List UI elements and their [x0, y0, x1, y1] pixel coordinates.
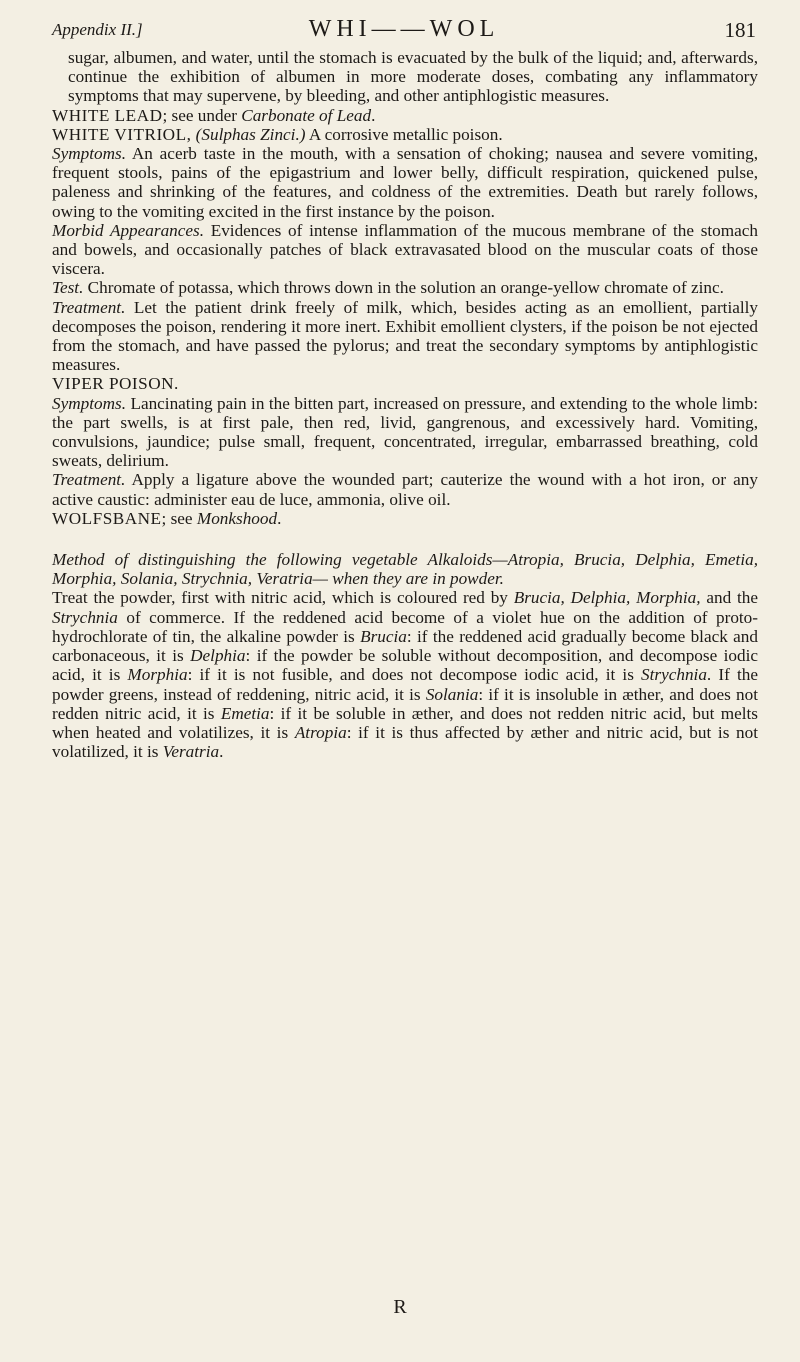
- page-body: [52, 48, 758, 761]
- entry-viper-poison: VIPER POISON.: [52, 374, 179, 394]
- white-vitriol-morbid: Morbid Appearances. Evidences of intense inflammation of the mucous membrane of the stomach and bowels, and occasionally patches of black extravasated blood on the muscular coats of those viscera.: [52, 220, 758, 279]
- header-appendix: Appendix II.]: [52, 20, 143, 39]
- section-gap: [52, 528, 758, 550]
- entry-white-vitriol: WHITE VITRIOL, (Sulphas Zinci.) A corrosive metallic poison.: [52, 124, 503, 144]
- continued-paragraph: sugar, albumen, and water, until the stomach is evacuated by the bulk of the liquid; and, afterwards, continue the exhibition of albumen in more moderate doses, combating any inflammatory symptoms that may supervene, by bleeding, and other antiphlogistic measures.: [68, 48, 758, 106]
- viper-treatment: Treatment. Apply a ligature above the wounded part; cauterize the wound with a hot iron, or any active caustic: administer eau de luce, ammonia, olive oil.: [52, 470, 758, 509]
- header-entry-range: WHI——WOL: [308, 16, 500, 42]
- viper-symptoms: Symptoms. Lancinating pain in the bitten part, increased on pressure, and extending to the whole limb: the part swells, is at first pale, then red, livid, gangrenous, and excessively hard. Vomiting, convulsions, jaundice; pulse small, frequent, concentrated, irregular, embarrassed breathing, cold sweats, delirium.: [52, 393, 758, 471]
- white-vitriol-treatment: Treatment. Let the patient drink freely of milk, which, besides acting as an emollient, partially decomposes the poison, rendering it more inert. Exhibit emollient clysters, if the poison be not ejected from the stomach, and have passed the pylorus; and treat the secondary symptoms by antiphlogistic measures.: [52, 297, 758, 375]
- cross-reference: Carbonate of Lead: [241, 105, 372, 125]
- method-title: Method of distinguishing the following vegetable Alkaloids—Atropia, Brucia, Delphia, Emetia, Morphia, Solania, Strychnia, Veratria— when they are in powder.: [52, 550, 758, 589]
- method-paragraph: Treat the powder, first with nitric acid, which is coloured red by Brucia, Delphia, Morphia, and the Strychnia of commerce. If the reddened acid become of a violet hue on the addition of proto-hydrochlorate of tin, the alkaline powder is Brucia: if the reddened acid gradually become black and carbonaceous, it is Delphia: if the powder be soluble without decomposition, and decompose iodic acid, it is Morphia: if it is not fusible, and does not decompose iodic acid, it is Strychnia. If the powder greens, instead of reddening, nitric acid, it is Solania: if it is insoluble in æther, and does not redden nitric acid, it is Emetia: if it be soluble in æther, and does not redden nitric acid, but melts when heated and volatilizes, it is Atropia: if it is thus affected by æther and nitric acid, but is not volatilized, it is Veratria.: [52, 588, 759, 762]
- white-vitriol-test: Test. Chromate of potassa, which throws down in the solution an orange-yellow chromate of zinc.: [52, 278, 724, 298]
- page-number: 181: [724, 18, 756, 42]
- running-header: [52, 16, 756, 46]
- entry-wolfsbane: WOLFSBANE; see Monkshood.: [52, 508, 282, 528]
- white-vitriol-symptoms: Symptoms. An acerb taste in the mouth, with a sensation of choking; nausea and severe vomiting, frequent stools, pains of the epigastrium and lower belly, difficult respiration, quickened pulse, paleness and shrinking of the features, and coldness of the extremities. Death but rarely follows, owing to the vomiting excited in the first instance by the poison.: [52, 144, 758, 221]
- entry-white-lead: WHITE LEAD; see under Carbonate of Lead.: [52, 105, 376, 125]
- cross-reference: Monkshood: [196, 508, 278, 528]
- signature-mark: R: [393, 1296, 407, 1318]
